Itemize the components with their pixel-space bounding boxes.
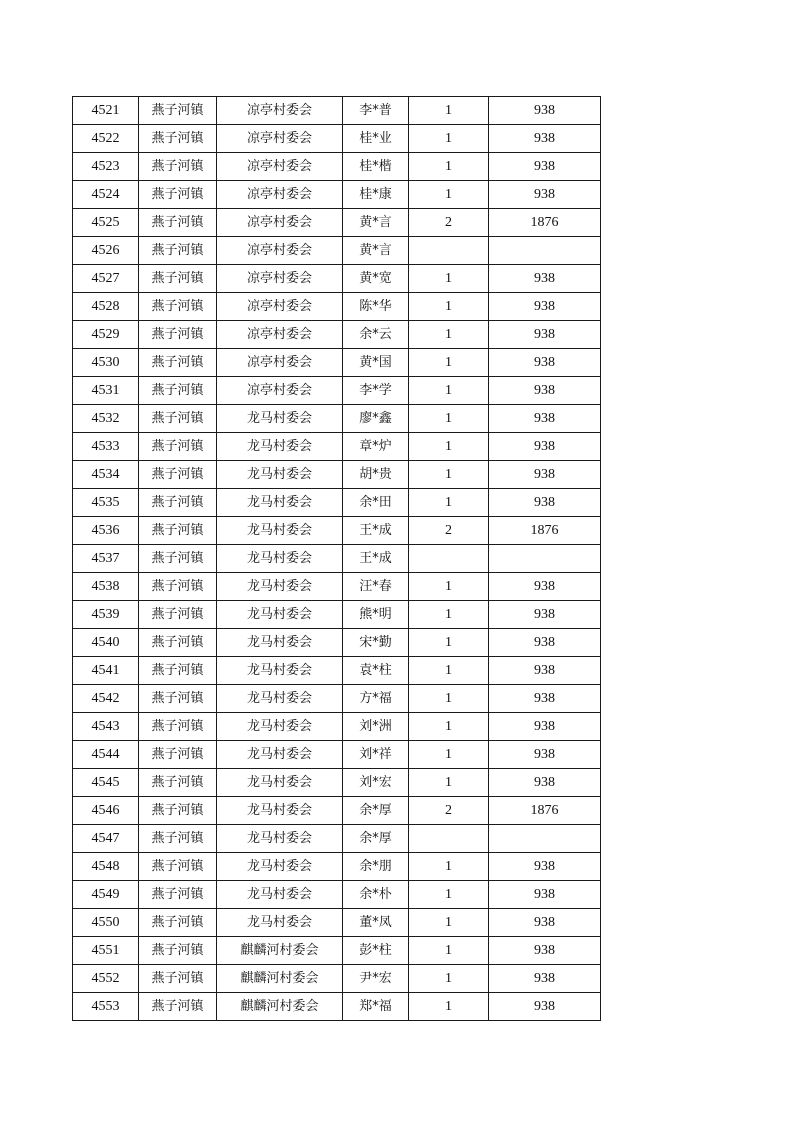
cell-village: 凉亭村委会 bbox=[217, 237, 343, 265]
cell-id: 4533 bbox=[73, 433, 139, 461]
cell-id: 4539 bbox=[73, 601, 139, 629]
cell-village: 麒麟河村委会 bbox=[217, 993, 343, 1021]
table-row bbox=[73, 937, 601, 965]
cell-name: 袁*柱 bbox=[343, 657, 409, 685]
cell-village: 龙马村委会 bbox=[217, 405, 343, 433]
cell-count: 2 bbox=[409, 797, 489, 825]
table-row bbox=[73, 377, 601, 405]
cell-name: 余*厚 bbox=[343, 825, 409, 853]
cell-town: 燕子河镇 bbox=[139, 909, 217, 937]
table-row bbox=[73, 769, 601, 797]
cell-count: 1 bbox=[409, 909, 489, 937]
cell-id: 4521 bbox=[73, 97, 139, 125]
table-row bbox=[73, 713, 601, 741]
cell-id: 4536 bbox=[73, 517, 139, 545]
cell-id: 4548 bbox=[73, 853, 139, 881]
cell-count: 1 bbox=[409, 153, 489, 181]
table-body bbox=[73, 97, 601, 1021]
cell-name: 陈*华 bbox=[343, 293, 409, 321]
cell-name: 桂*康 bbox=[343, 181, 409, 209]
table-row bbox=[73, 321, 601, 349]
cell-amount: 938 bbox=[489, 573, 601, 601]
cell-amount: 938 bbox=[489, 601, 601, 629]
cell-amount: 938 bbox=[489, 461, 601, 489]
cell-id: 4540 bbox=[73, 629, 139, 657]
table-row bbox=[73, 405, 601, 433]
table-row bbox=[73, 657, 601, 685]
cell-town: 燕子河镇 bbox=[139, 209, 217, 237]
cell-name: 余*朴 bbox=[343, 881, 409, 909]
cell-amount: 938 bbox=[489, 937, 601, 965]
table-row bbox=[73, 209, 601, 237]
cell-village: 凉亭村委会 bbox=[217, 153, 343, 181]
cell-village: 龙马村委会 bbox=[217, 489, 343, 517]
cell-count: 1 bbox=[409, 461, 489, 489]
cell-id: 4545 bbox=[73, 769, 139, 797]
table-row bbox=[73, 153, 601, 181]
cell-id: 4553 bbox=[73, 993, 139, 1021]
cell-name: 余*朋 bbox=[343, 853, 409, 881]
cell-village: 凉亭村委会 bbox=[217, 265, 343, 293]
table-row bbox=[73, 853, 601, 881]
table-row bbox=[73, 825, 601, 853]
table-row bbox=[73, 993, 601, 1021]
cell-name: 方*福 bbox=[343, 685, 409, 713]
cell-name: 李*普 bbox=[343, 97, 409, 125]
cell-village: 龙马村委会 bbox=[217, 461, 343, 489]
cell-count: 1 bbox=[409, 601, 489, 629]
cell-town: 燕子河镇 bbox=[139, 125, 217, 153]
cell-village: 凉亭村委会 bbox=[217, 321, 343, 349]
table-row bbox=[73, 909, 601, 937]
cell-town: 燕子河镇 bbox=[139, 797, 217, 825]
cell-town: 燕子河镇 bbox=[139, 629, 217, 657]
cell-count: 1 bbox=[409, 573, 489, 601]
cell-amount: 938 bbox=[489, 881, 601, 909]
cell-amount: 938 bbox=[489, 657, 601, 685]
cell-name: 余*厚 bbox=[343, 797, 409, 825]
cell-name: 刘*宏 bbox=[343, 769, 409, 797]
cell-id: 4538 bbox=[73, 573, 139, 601]
cell-id: 4542 bbox=[73, 685, 139, 713]
cell-town: 燕子河镇 bbox=[139, 461, 217, 489]
cell-count: 1 bbox=[409, 97, 489, 125]
cell-count: 1 bbox=[409, 657, 489, 685]
cell-village: 龙马村委会 bbox=[217, 741, 343, 769]
cell-town: 燕子河镇 bbox=[139, 517, 217, 545]
cell-town: 燕子河镇 bbox=[139, 825, 217, 853]
cell-name: 刘*洲 bbox=[343, 713, 409, 741]
cell-village: 凉亭村委会 bbox=[217, 377, 343, 405]
cell-village: 龙马村委会 bbox=[217, 657, 343, 685]
cell-town: 燕子河镇 bbox=[139, 685, 217, 713]
cell-amount: 938 bbox=[489, 181, 601, 209]
cell-amount: 938 bbox=[489, 153, 601, 181]
cell-village: 麒麟河村委会 bbox=[217, 937, 343, 965]
cell-id: 4552 bbox=[73, 965, 139, 993]
cell-town: 燕子河镇 bbox=[139, 937, 217, 965]
cell-village: 凉亭村委会 bbox=[217, 209, 343, 237]
cell-village: 龙马村委会 bbox=[217, 573, 343, 601]
cell-name: 郑*福 bbox=[343, 993, 409, 1021]
cell-amount bbox=[489, 825, 601, 853]
cell-count bbox=[409, 237, 489, 265]
cell-village: 龙马村委会 bbox=[217, 545, 343, 573]
cell-amount: 938 bbox=[489, 349, 601, 377]
cell-village: 龙马村委会 bbox=[217, 909, 343, 937]
cell-name: 廖*鑫 bbox=[343, 405, 409, 433]
cell-id: 4525 bbox=[73, 209, 139, 237]
cell-id: 4522 bbox=[73, 125, 139, 153]
cell-count: 2 bbox=[409, 209, 489, 237]
cell-count: 1 bbox=[409, 349, 489, 377]
table-row bbox=[73, 601, 601, 629]
cell-id: 4523 bbox=[73, 153, 139, 181]
cell-name: 胡*贵 bbox=[343, 461, 409, 489]
cell-amount: 938 bbox=[489, 377, 601, 405]
cell-name: 余*田 bbox=[343, 489, 409, 517]
cell-town: 燕子河镇 bbox=[139, 237, 217, 265]
cell-village: 龙马村委会 bbox=[217, 713, 343, 741]
cell-id: 4537 bbox=[73, 545, 139, 573]
cell-count: 1 bbox=[409, 713, 489, 741]
cell-id: 4547 bbox=[73, 825, 139, 853]
table-row bbox=[73, 125, 601, 153]
cell-name: 黄*宽 bbox=[343, 265, 409, 293]
cell-name: 刘*祥 bbox=[343, 741, 409, 769]
table-row bbox=[73, 489, 601, 517]
cell-village: 麒麟河村委会 bbox=[217, 965, 343, 993]
cell-town: 燕子河镇 bbox=[139, 97, 217, 125]
cell-village: 凉亭村委会 bbox=[217, 349, 343, 377]
cell-name: 宋*勤 bbox=[343, 629, 409, 657]
cell-amount: 938 bbox=[489, 993, 601, 1021]
cell-name: 尹*宏 bbox=[343, 965, 409, 993]
cell-count: 1 bbox=[409, 405, 489, 433]
cell-name: 黄*言 bbox=[343, 209, 409, 237]
cell-amount: 938 bbox=[489, 769, 601, 797]
cell-id: 4532 bbox=[73, 405, 139, 433]
cell-amount: 938 bbox=[489, 629, 601, 657]
cell-amount bbox=[489, 237, 601, 265]
cell-town: 燕子河镇 bbox=[139, 545, 217, 573]
cell-id: 4549 bbox=[73, 881, 139, 909]
cell-village: 龙马村委会 bbox=[217, 517, 343, 545]
cell-town: 燕子河镇 bbox=[139, 321, 217, 349]
table-row bbox=[73, 97, 601, 125]
cell-name: 汪*春 bbox=[343, 573, 409, 601]
cell-village: 龙马村委会 bbox=[217, 825, 343, 853]
cell-id: 4550 bbox=[73, 909, 139, 937]
cell-amount: 938 bbox=[489, 125, 601, 153]
cell-count: 1 bbox=[409, 629, 489, 657]
cell-count: 1 bbox=[409, 993, 489, 1021]
cell-id: 4546 bbox=[73, 797, 139, 825]
cell-count: 2 bbox=[409, 517, 489, 545]
cell-id: 4530 bbox=[73, 349, 139, 377]
data-table bbox=[72, 96, 601, 1021]
table-row bbox=[73, 685, 601, 713]
cell-amount: 1876 bbox=[489, 517, 601, 545]
table-row bbox=[73, 797, 601, 825]
cell-amount: 938 bbox=[489, 741, 601, 769]
cell-name: 王*成 bbox=[343, 517, 409, 545]
cell-village: 凉亭村委会 bbox=[217, 293, 343, 321]
cell-count: 1 bbox=[409, 685, 489, 713]
table-row bbox=[73, 881, 601, 909]
cell-name: 桂*楷 bbox=[343, 153, 409, 181]
cell-amount: 938 bbox=[489, 853, 601, 881]
cell-village: 龙马村委会 bbox=[217, 433, 343, 461]
cell-count: 1 bbox=[409, 853, 489, 881]
table-row bbox=[73, 741, 601, 769]
cell-count bbox=[409, 825, 489, 853]
cell-id: 4534 bbox=[73, 461, 139, 489]
table-row bbox=[73, 545, 601, 573]
table-row bbox=[73, 517, 601, 545]
cell-village: 凉亭村委会 bbox=[217, 181, 343, 209]
cell-count: 1 bbox=[409, 377, 489, 405]
cell-amount: 938 bbox=[489, 489, 601, 517]
cell-village: 龙马村委会 bbox=[217, 797, 343, 825]
cell-count: 1 bbox=[409, 489, 489, 517]
cell-amount: 938 bbox=[489, 713, 601, 741]
cell-count: 1 bbox=[409, 265, 489, 293]
cell-town: 燕子河镇 bbox=[139, 293, 217, 321]
cell-id: 4531 bbox=[73, 377, 139, 405]
cell-amount: 938 bbox=[489, 293, 601, 321]
table-row bbox=[73, 265, 601, 293]
cell-town: 燕子河镇 bbox=[139, 965, 217, 993]
cell-village: 凉亭村委会 bbox=[217, 97, 343, 125]
table-row bbox=[73, 237, 601, 265]
cell-id: 4551 bbox=[73, 937, 139, 965]
cell-town: 燕子河镇 bbox=[139, 993, 217, 1021]
table-row bbox=[73, 433, 601, 461]
cell-town: 燕子河镇 bbox=[139, 657, 217, 685]
cell-town: 燕子河镇 bbox=[139, 377, 217, 405]
cell-village: 龙马村委会 bbox=[217, 881, 343, 909]
cell-town: 燕子河镇 bbox=[139, 405, 217, 433]
cell-town: 燕子河镇 bbox=[139, 713, 217, 741]
cell-town: 燕子河镇 bbox=[139, 153, 217, 181]
cell-amount: 938 bbox=[489, 685, 601, 713]
cell-count: 1 bbox=[409, 433, 489, 461]
cell-village: 龙马村委会 bbox=[217, 769, 343, 797]
cell-town: 燕子河镇 bbox=[139, 181, 217, 209]
cell-town: 燕子河镇 bbox=[139, 573, 217, 601]
cell-village: 龙马村委会 bbox=[217, 601, 343, 629]
cell-amount: 938 bbox=[489, 265, 601, 293]
cell-name: 董*凤 bbox=[343, 909, 409, 937]
table-row bbox=[73, 181, 601, 209]
cell-name: 章*炉 bbox=[343, 433, 409, 461]
cell-amount: 938 bbox=[489, 433, 601, 461]
cell-count: 1 bbox=[409, 769, 489, 797]
cell-id: 4527 bbox=[73, 265, 139, 293]
cell-count: 1 bbox=[409, 741, 489, 769]
cell-name: 李*学 bbox=[343, 377, 409, 405]
cell-id: 4543 bbox=[73, 713, 139, 741]
cell-town: 燕子河镇 bbox=[139, 853, 217, 881]
cell-id: 4528 bbox=[73, 293, 139, 321]
table-row bbox=[73, 461, 601, 489]
table-row bbox=[73, 965, 601, 993]
cell-town: 燕子河镇 bbox=[139, 433, 217, 461]
cell-town: 燕子河镇 bbox=[139, 601, 217, 629]
cell-amount: 1876 bbox=[489, 209, 601, 237]
cell-name: 桂*业 bbox=[343, 125, 409, 153]
cell-amount: 938 bbox=[489, 909, 601, 937]
cell-count: 1 bbox=[409, 125, 489, 153]
table-row bbox=[73, 293, 601, 321]
cell-town: 燕子河镇 bbox=[139, 741, 217, 769]
cell-village: 龙马村委会 bbox=[217, 685, 343, 713]
cell-village: 凉亭村委会 bbox=[217, 125, 343, 153]
cell-name: 彭*柱 bbox=[343, 937, 409, 965]
table-row bbox=[73, 349, 601, 377]
cell-town: 燕子河镇 bbox=[139, 349, 217, 377]
cell-amount: 1876 bbox=[489, 797, 601, 825]
cell-town: 燕子河镇 bbox=[139, 769, 217, 797]
cell-name: 黄*言 bbox=[343, 237, 409, 265]
cell-amount bbox=[489, 545, 601, 573]
cell-id: 4526 bbox=[73, 237, 139, 265]
cell-id: 4535 bbox=[73, 489, 139, 517]
cell-id: 4541 bbox=[73, 657, 139, 685]
cell-amount: 938 bbox=[489, 97, 601, 125]
cell-id: 4524 bbox=[73, 181, 139, 209]
cell-count: 1 bbox=[409, 965, 489, 993]
cell-town: 燕子河镇 bbox=[139, 265, 217, 293]
table-row bbox=[73, 629, 601, 657]
cell-name: 余*云 bbox=[343, 321, 409, 349]
cell-village: 龙马村委会 bbox=[217, 853, 343, 881]
cell-name: 熊*明 bbox=[343, 601, 409, 629]
cell-count: 1 bbox=[409, 937, 489, 965]
cell-amount: 938 bbox=[489, 321, 601, 349]
cell-count: 1 bbox=[409, 181, 489, 209]
cell-count: 1 bbox=[409, 881, 489, 909]
cell-count: 1 bbox=[409, 321, 489, 349]
cell-amount: 938 bbox=[489, 965, 601, 993]
cell-id: 4544 bbox=[73, 741, 139, 769]
cell-count bbox=[409, 545, 489, 573]
cell-count: 1 bbox=[409, 293, 489, 321]
table-row bbox=[73, 573, 601, 601]
cell-village: 龙马村委会 bbox=[217, 629, 343, 657]
cell-town: 燕子河镇 bbox=[139, 881, 217, 909]
cell-amount: 938 bbox=[489, 405, 601, 433]
cell-town: 燕子河镇 bbox=[139, 489, 217, 517]
cell-name: 黄*国 bbox=[343, 349, 409, 377]
cell-name: 王*成 bbox=[343, 545, 409, 573]
cell-id: 4529 bbox=[73, 321, 139, 349]
